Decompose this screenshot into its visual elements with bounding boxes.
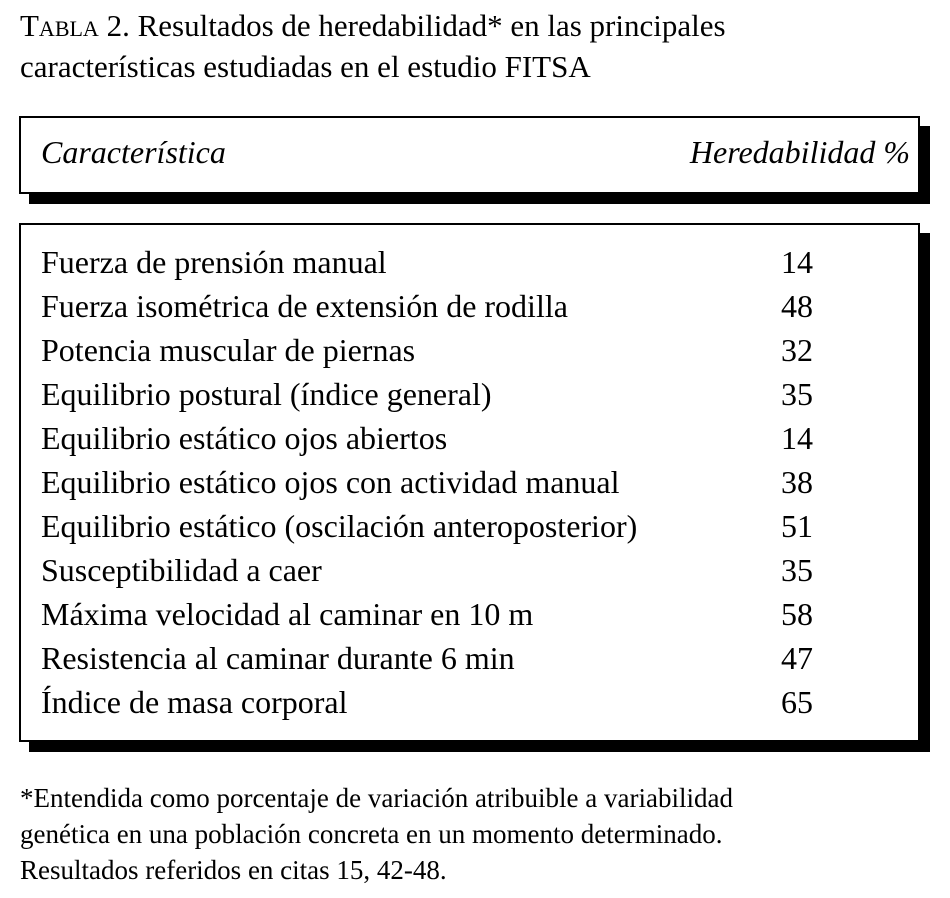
row-characteristic: Equilibrio estático (oscilación anteroposterior) (41, 508, 638, 544)
table-row (21, 416, 918, 460)
table-row (21, 548, 918, 592)
row-heritability: 35 (781, 376, 813, 412)
row-heritability: 14 (781, 420, 813, 456)
row-heritability: 58 (781, 596, 813, 632)
row-heritability: 32 (781, 332, 813, 368)
table-caption (20, 5, 920, 87)
table-footnote (20, 780, 920, 888)
table-body (19, 223, 920, 742)
table-label: Tabla 2. (20, 8, 130, 43)
row-heritability: 35 (781, 552, 813, 588)
table-row (21, 372, 918, 416)
table-row (21, 504, 918, 548)
row-characteristic: Equilibrio postural (índice general) (41, 376, 492, 412)
footnote-line-3: Resultados referidos en citas 15, 42-48. (20, 855, 447, 885)
row-characteristic: Equilibrio estático ojos abiertos (41, 420, 448, 456)
row-heritability: 65 (781, 684, 813, 720)
row-characteristic: Máxima velocidad al caminar en 10 m (41, 596, 534, 632)
caption-line-1: Resultados de heredabilidad* en las principales (137, 8, 726, 43)
row-heritability: 51 (781, 508, 813, 544)
table-row (21, 636, 918, 680)
table-row (21, 592, 918, 636)
table-rows (21, 240, 918, 724)
row-heritability: 38 (781, 464, 813, 500)
row-heritability: 14 (781, 244, 813, 280)
caption-line-2: características estudiadas en el estudio FITSA (20, 49, 591, 84)
row-characteristic: Potencia muscular de piernas (41, 332, 416, 368)
footnote-line-2: genética en una población concreta en un momento determinado. (20, 819, 723, 849)
row-characteristic: Resistencia al caminar durante 6 min (41, 640, 515, 676)
row-characteristic: Índice de masa corporal (41, 684, 348, 720)
row-characteristic: Fuerza isométrica de extensión de rodilla (41, 288, 568, 324)
footnote-line-1: *Entendida como porcentaje de variación atribuible a variabilidad (20, 783, 733, 813)
table-row (21, 460, 918, 504)
table-row (21, 328, 918, 372)
row-characteristic: Equilibrio estático ojos con actividad manual (41, 464, 620, 500)
table-row (21, 240, 918, 284)
row-heritability: 48 (781, 288, 813, 324)
table-header (19, 116, 920, 194)
column-header-characteristic: Característica (41, 134, 226, 170)
table-row (21, 284, 918, 328)
row-characteristic: Fuerza de prensión manual (41, 244, 387, 280)
row-characteristic: Susceptibilidad a caer (41, 552, 322, 588)
row-heritability: 47 (781, 640, 813, 676)
column-header-heritability: Heredabilidad % (689, 134, 910, 170)
table-row (21, 680, 918, 724)
